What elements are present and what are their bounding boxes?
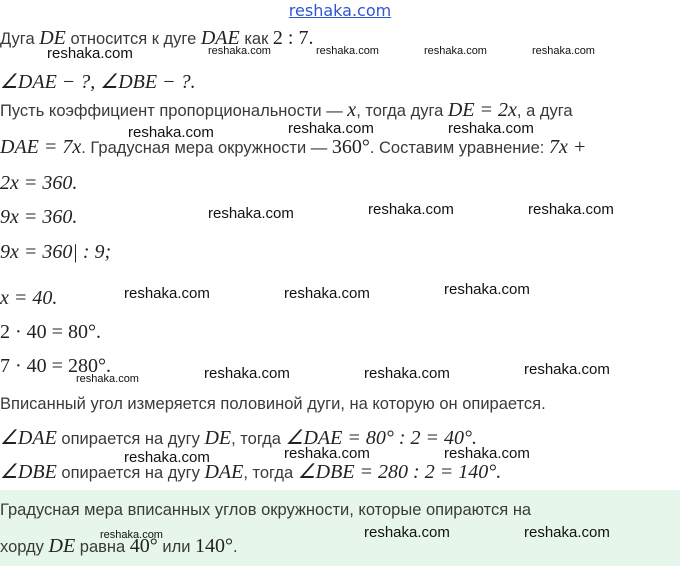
equation-line-4: x = 40. [0, 287, 58, 309]
watermark: reshaka.com [368, 201, 454, 218]
site-link[interactable]: reshaka.com [288, 1, 392, 20]
equation-line-3: 9x = 360| : 9; [0, 241, 112, 263]
angle-dae-line: ∠DAE опирается на дугу DE, тогда ∠DAE = 80° : 2 = 40°. [0, 427, 477, 449]
watermark: reshaka.com [444, 281, 530, 298]
theorem-line: Вписанный угол измеряется половиной дуги, на которую он опирается. [0, 395, 546, 413]
watermark: reshaka.com [204, 365, 290, 382]
question-line: ∠DAE − ?, ∠DBE − ?. [0, 71, 196, 93]
answer-line-1: Градусная мера вписанных углов окружности, которые опираются на [0, 501, 532, 519]
watermark: reshaka.com [288, 120, 374, 137]
calc-line-1: 2 · 40 = 80°. [0, 321, 101, 343]
watermark: reshaka.com [128, 124, 214, 141]
answer-line-2: хорду DE равна 40° или 140°. [0, 535, 238, 557]
watermark: reshaka.com [47, 45, 133, 62]
watermark: reshaka.com [284, 285, 370, 302]
watermark: reshaka.com [532, 45, 595, 57]
watermark: reshaka.com [364, 365, 450, 382]
watermark: reshaka.com [424, 45, 487, 57]
solution-line-2: DAE = 7x. Градусная мера окружности — 360°. Составим уравнение: 7x + [0, 136, 587, 158]
watermark: reshaka.com [76, 373, 139, 385]
watermark: reshaka.com [524, 361, 610, 378]
condition-line-1: Дуга DE относится к дуге DAE как 2 : 7. [0, 27, 314, 49]
watermark: reshaka.com [448, 120, 534, 137]
watermark: reshaka.com [316, 45, 379, 57]
watermark: reshaka.com [528, 201, 614, 218]
solution-line-1: Пусть коэффициент пропорциональности — x, тогда дуга DE = 2x, а дуга [0, 99, 573, 121]
watermark: reshaka.com [524, 524, 610, 541]
watermark: reshaka.com [444, 445, 530, 462]
watermark: reshaka.com [100, 529, 163, 541]
angle-dbe-line: ∠DBE опирается на дугу DAE, тогда ∠DBE = 280 : 2 = 140°. [0, 461, 502, 483]
watermark: reshaka.com [124, 285, 210, 302]
watermark: reshaka.com [208, 205, 294, 222]
equation-line-1: 2x = 360. [0, 172, 78, 194]
equation-line-2: 9x = 360. [0, 206, 78, 228]
watermark: reshaka.com [364, 524, 450, 541]
watermark: reshaka.com [124, 449, 210, 466]
calc-line-2: 7 · 40 = 280°. [0, 355, 111, 377]
watermark: reshaka.com [284, 445, 370, 462]
watermark: reshaka.com [208, 45, 271, 57]
